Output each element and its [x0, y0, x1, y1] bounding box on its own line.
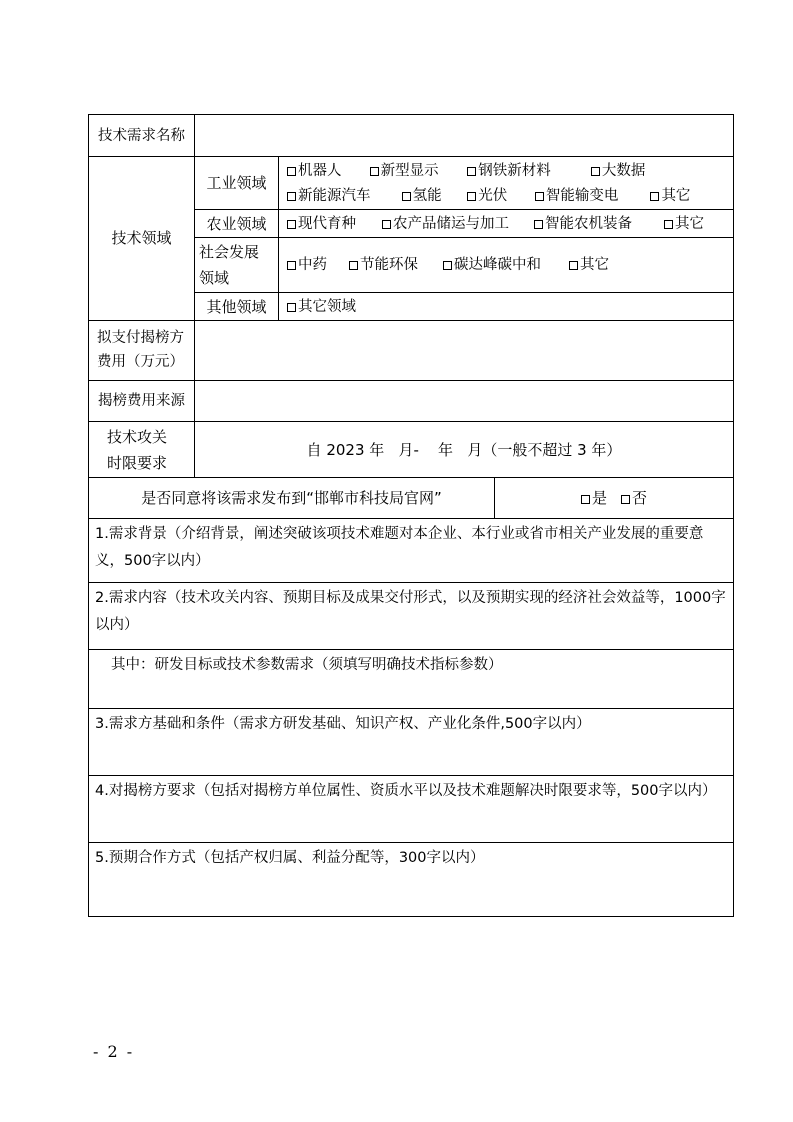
checkbox-icon[interactable] [535, 192, 544, 201]
section-background[interactable]: 1.需求背景（介绍背景，阐述突破该项技术难题对本企业、本行业或省市相关产业发展的重要意义，500字以内） [95, 526, 704, 569]
checkbox-icon[interactable] [349, 261, 358, 270]
tech-demand-form [88, 114, 734, 917]
row-divider [89, 775, 733, 776]
tech-field-label: 技术领域 [111, 229, 172, 247]
checkbox-icon[interactable] [591, 167, 600, 176]
option-other[interactable]: 其它 [569, 252, 609, 278]
section-content[interactable]: 2.需求内容（技术攻关内容、预期目标及成果交付形式，以及预期实现的经济社会效益等，1000字以内） [95, 590, 726, 633]
checkbox-icon[interactable] [287, 192, 296, 201]
section-target-params[interactable]: 其中：研发目标或技术参数需求（须填写明确技术指标参数） [111, 657, 503, 673]
industrial-line1 [287, 159, 733, 184]
option-yes[interactable]: 是 [581, 485, 607, 511]
other-field-label: 其他领域 [206, 297, 267, 316]
option-hydrogen[interactable]: 氢能 [402, 184, 463, 209]
option-no[interactable]: 否 [621, 485, 647, 511]
tech-name-label: 技术需求名称 [98, 127, 185, 144]
agri-options [287, 210, 733, 237]
option-agri-storage[interactable]: 农产品储运与加工 [382, 211, 534, 237]
checkbox-icon[interactable] [664, 220, 673, 229]
row-divider [89, 518, 733, 519]
fee-source-label: 揭榜费用来源 [98, 392, 185, 409]
row-divider [89, 582, 733, 583]
checkbox-icon[interactable] [287, 167, 296, 176]
fee-input[interactable] [195, 321, 733, 380]
option-smart-grid[interactable]: 智能输变电 [535, 184, 646, 209]
checkbox-icon[interactable] [382, 220, 391, 229]
checkbox-icon[interactable] [569, 261, 578, 270]
agri-field-label: 农业领域 [206, 214, 267, 233]
option-nev[interactable]: 新能源汽车 [287, 184, 397, 209]
fee-label: 拟支付揭榜方 费用（万元） [97, 330, 184, 370]
time-limit-label: 技术攻关 时限要求 [107, 428, 168, 472]
checkbox-icon[interactable] [402, 192, 411, 201]
industrial-options [287, 159, 733, 209]
checkbox-icon[interactable] [467, 192, 476, 201]
checkbox-icon[interactable] [581, 495, 590, 504]
option-steel-material[interactable]: 钢铁新材料 [467, 159, 586, 184]
option-big-data[interactable]: 大数据 [591, 159, 646, 184]
option-pv[interactable]: 光伏 [467, 184, 530, 209]
option-tcm[interactable]: 中药 [287, 252, 349, 278]
option-carbon[interactable]: 碳达峰碳中和 [443, 252, 569, 278]
industrial-line2 [287, 184, 733, 209]
checkbox-icon[interactable] [287, 220, 296, 229]
section-foundation[interactable]: 3.需求方基础和条件（需求方研发基础、知识产权、产业化条件,500字以内） [95, 716, 591, 732]
row-divider [89, 842, 733, 843]
checkbox-icon[interactable] [467, 167, 476, 176]
checkbox-icon[interactable] [621, 495, 630, 504]
option-agri-machinery[interactable]: 智能农机装备 [534, 211, 664, 237]
checkbox-icon[interactable] [370, 167, 379, 176]
social-options [287, 238, 733, 292]
tech-name-input[interactable] [195, 115, 733, 156]
social-field-label: 社会发展 领域 [199, 243, 260, 287]
page-number: - 2 - [93, 1042, 135, 1061]
option-breeding[interactable]: 现代育种 [287, 211, 382, 237]
checkbox-icon[interactable] [650, 192, 659, 201]
option-other-field[interactable]: 其它领域 [287, 294, 356, 320]
checkbox-icon[interactable] [534, 220, 543, 229]
option-robot[interactable]: 机器人 [287, 159, 365, 184]
section-requirements[interactable]: 4.对揭榜方要求（包括对揭榜方单位属性、资质水平以及技术难题解决时限要求等，500字以内） [95, 783, 717, 799]
time-limit-value[interactable]: 自 2023 年 月- 年 月（一般不超过 3 年） [306, 440, 622, 459]
row-divider [89, 708, 733, 709]
option-other[interactable]: 其它 [664, 211, 704, 237]
section-cooperation[interactable]: 5.预期合作方式（包括产权归属、利益分配等，300字以内） [95, 850, 485, 866]
industrial-field-label: 工业领域 [206, 173, 267, 192]
fee-source-input[interactable] [195, 381, 733, 421]
publish-question: 是否同意将该需求发布到“邯郸市科技局官网” [141, 489, 442, 507]
checkbox-icon[interactable] [287, 261, 296, 270]
option-energy-saving[interactable]: 节能环保 [349, 252, 443, 278]
publish-options [495, 478, 733, 518]
checkbox-icon[interactable] [287, 303, 296, 312]
row-divider [89, 649, 733, 650]
option-new-display[interactable]: 新型显示 [370, 159, 463, 184]
col-divider [278, 156, 279, 320]
other-options [287, 293, 733, 320]
checkbox-icon[interactable] [443, 261, 452, 270]
option-other[interactable]: 其它 [650, 184, 690, 209]
